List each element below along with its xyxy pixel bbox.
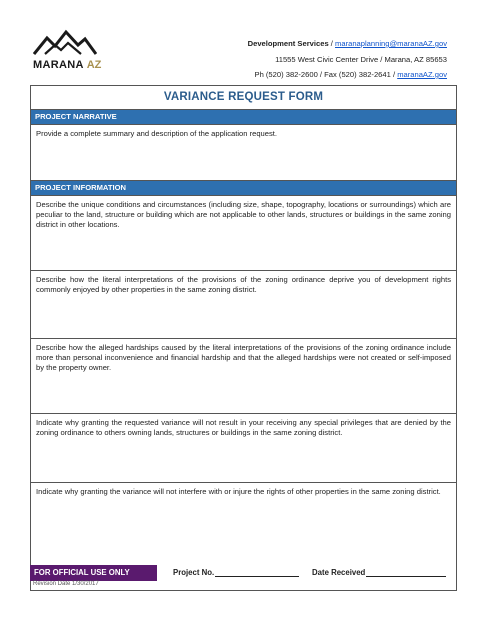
form-title: VARIANCE REQUEST FORM	[31, 86, 456, 110]
date-received-label: Date Received	[312, 568, 366, 577]
mountain-logo-icon	[33, 29, 97, 57]
variance-form	[30, 85, 457, 591]
official-use-label: FOR OFFICIAL USE ONLY	[30, 565, 157, 581]
official-use-row	[30, 565, 457, 581]
project-number-label: Project No.	[173, 568, 215, 577]
question-text: Describe how the literal interpretations of the provisions of the zoning ordinance deprive you of development rights commonly enjoyed by other properties in the same zoning district.	[36, 275, 451, 294]
question-field-3[interactable]	[31, 339, 456, 414]
contact-block	[248, 36, 447, 83]
website-link[interactable]: maranaAZ.gov	[397, 70, 447, 79]
question-field-1[interactable]	[31, 196, 456, 271]
project-number-line	[215, 568, 299, 577]
department-name: Development Services	[247, 39, 329, 48]
narrative-field[interactable]	[31, 125, 456, 181]
address: 11555 West Civic Center Drive / Marana, AZ 85653	[275, 54, 447, 64]
date-received-line	[366, 568, 446, 577]
email-link[interactable]: maranaplanning@maranaAZ.gov	[335, 39, 447, 48]
project-narrative-header: PROJECT NARRATIVE	[31, 110, 456, 125]
project-number-field[interactable]	[173, 568, 299, 577]
narrative-prompt: Provide a complete summary and description of the application request.	[36, 129, 278, 138]
question-field-2[interactable]	[31, 271, 456, 339]
question-field-5[interactable]	[31, 483, 456, 551]
question-text: Describe the unique conditions and circumstances (including size, shape, topography, locations or surroundings) which are peculiar to the land, structure or building which are not applicable to other lands, structures or buildings in the same zoning district in other locations.	[36, 200, 451, 229]
question-text: Describe how the alleged hardships caused by the literal interpretations of the provisions of the zoning ordinance include more than personal inconvenience and financial hardship and that the alleged hardships were not created or self-imposed by the property owner.	[36, 343, 451, 372]
phone-fax: Ph (520) 382-2600 / Fax (520) 382-2641 /	[254, 70, 398, 79]
question-text: Indicate why granting the requested variance will not result in your receiving any special privileges that are denied by the zoning ordinance to others owning lands, structures or buildings in the same zoning district.	[36, 418, 451, 437]
separator: /	[328, 39, 336, 48]
question-field-4[interactable]	[31, 414, 456, 483]
logo-suffix: AZ	[86, 59, 102, 71]
date-received-field[interactable]	[312, 568, 446, 577]
project-information-header: PROJECT INFORMATION	[31, 181, 456, 196]
question-text: Indicate why granting the variance will not interfere with or injure the rights of other properties in the same zoning district.	[36, 487, 441, 496]
logo-name: MARANA	[33, 59, 84, 71]
marana-logo	[33, 29, 102, 71]
revision-date: Revision Date 1/30/2017	[33, 581, 99, 587]
